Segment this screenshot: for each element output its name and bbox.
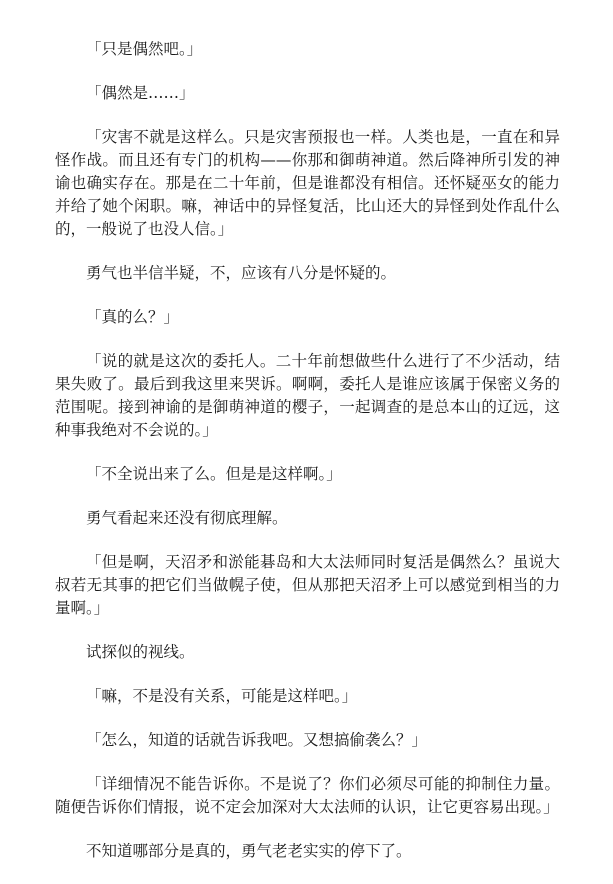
paragraph: 「真的么？」	[86, 308, 180, 326]
paragraph: 「不全说出来了么。但是是这样啊。」	[86, 465, 342, 483]
paragraph: 「偶然是……」	[86, 84, 195, 102]
body-text	[55, 38, 560, 884]
paragraph: 「嘛，不是没有关系，可能是这样吧。」	[86, 687, 358, 705]
paragraph: 勇气看起来还没有彻底理解。	[86, 509, 288, 527]
paragraph: 「详细情况不能告诉你。不是说了？你们必须尽可能的抑制住力量。随便告诉你们情报，说不定会加深对大太法师的认识，让它更容易出现。」	[55, 775, 560, 816]
paragraph: 「但是啊，天沼矛和淤能碁岛和大太法师同时复活是偶然么？虽说大叔若无其事的把它们当做幌子使，但从那把天沼矛上可以感觉到相当的力量啊。」	[55, 553, 560, 617]
paragraph: 不知道哪部分是真的，勇气老老实实的停下了。	[86, 842, 412, 860]
paragraph: 「说的就是这次的委托人。二十年前想做些什么进行了不少活动，结果失败了。最后到我这里来哭诉。啊啊，委托人是谁应该属于保密义务的范围呢。接到神谕的是御萌神道的樱子，一起调查的是总本山的辽远，这种事我绝对不会说的。」	[55, 352, 560, 439]
paragraph: 勇气也半信半疑，不，应该有八分是怀疑的。	[86, 264, 397, 282]
paragraph: 「只是偶然吧。」	[86, 40, 203, 58]
paragraph: 「灾害不就是这样么。只是灾害预报也一样。人类也是，一直在和异怪作战。而且还有专门的机构——你那和御萌神道。然后降神所引发的神谕也确实存在。那是在二十年前，但是谁都没有相信。还怀疑巫女的能力并给了她个闲职。嘛，神话中的异怪复活，比山还大的异怪到处作乱什么的，一般说了也没人信。」	[55, 128, 560, 238]
paragraph: 「怎么，知道的话就告诉我吧。又想搞偷袭么？」	[86, 731, 428, 749]
paragraph: 试探似的视线。	[86, 643, 195, 661]
